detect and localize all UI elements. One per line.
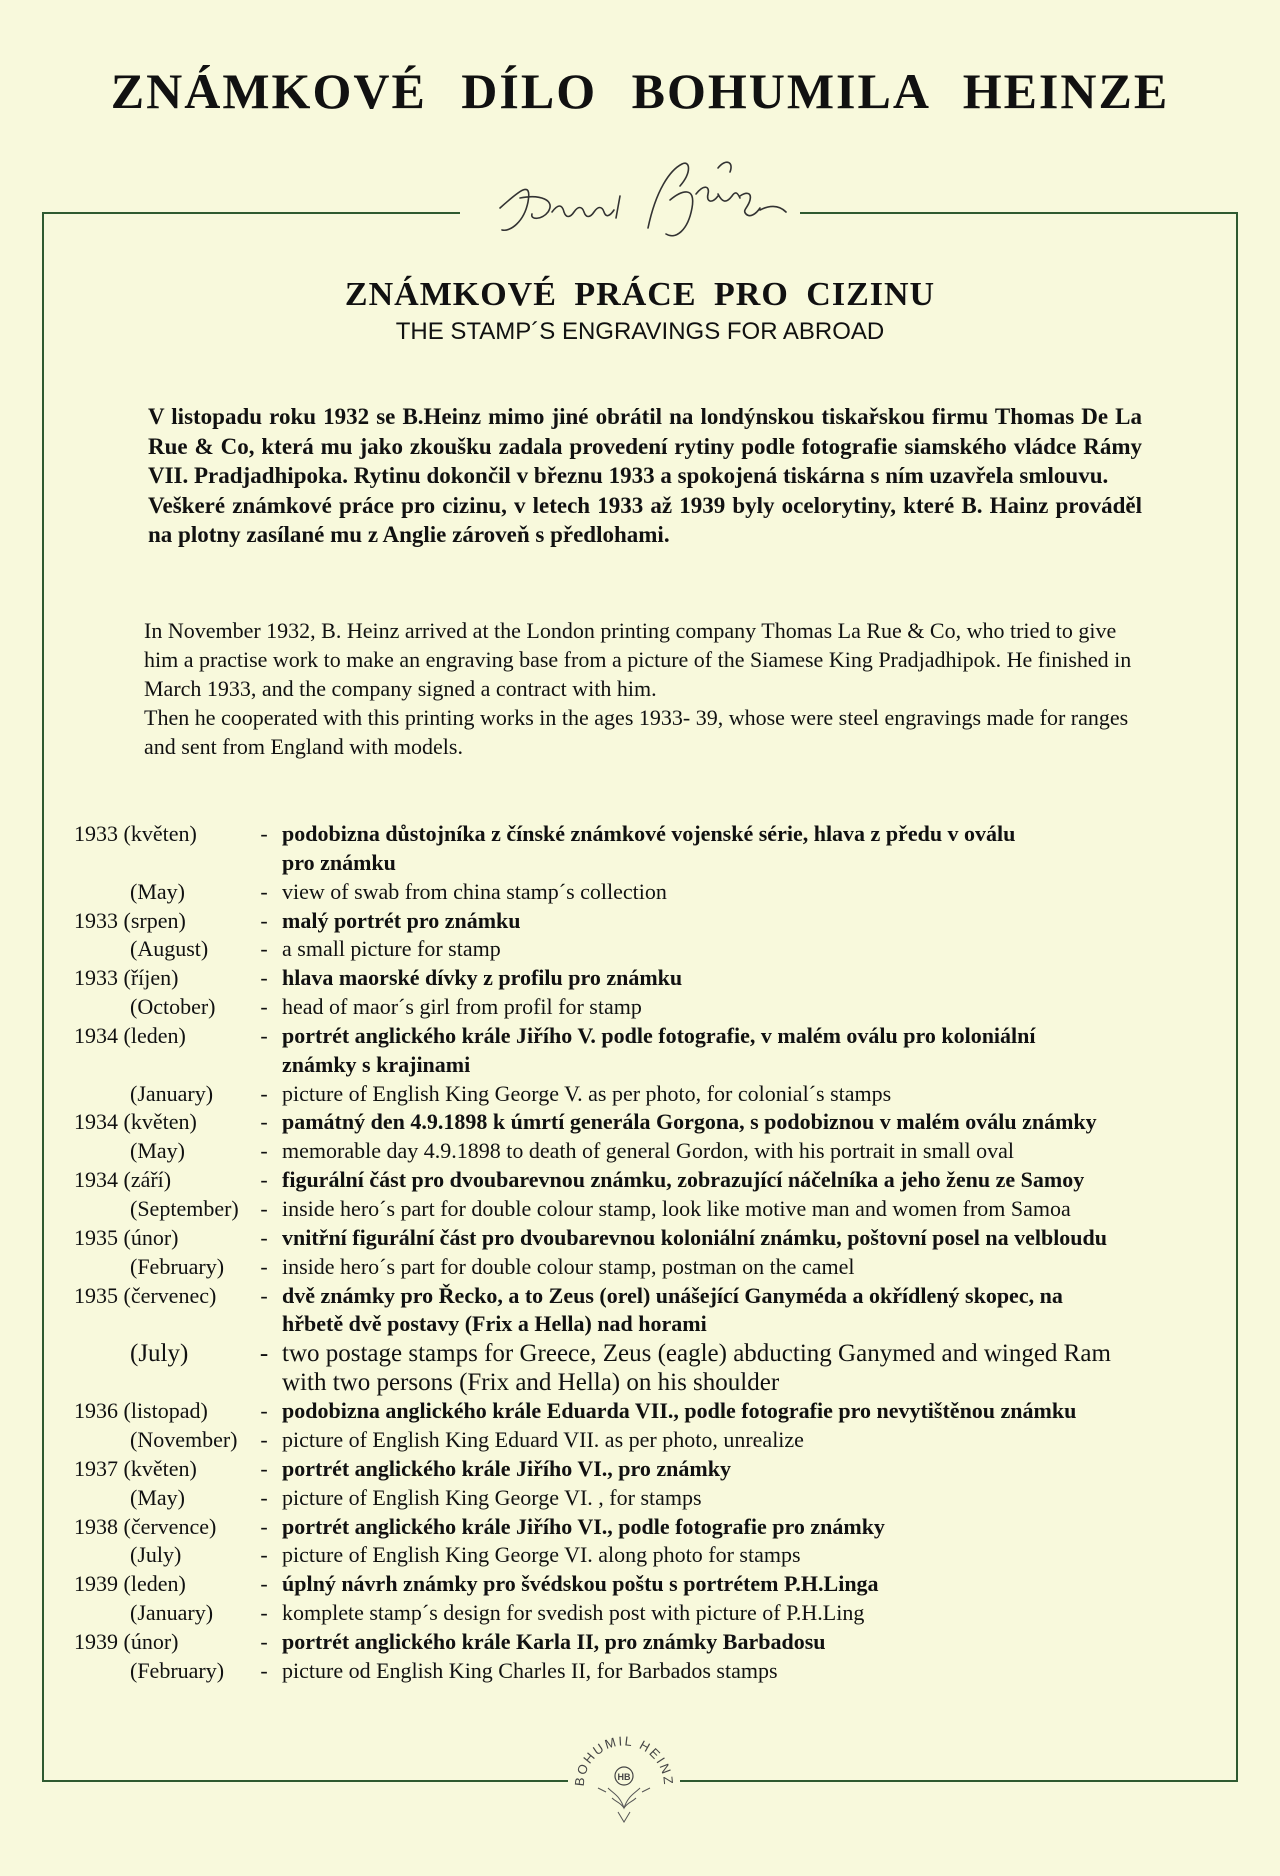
entry-date: (August)	[130, 936, 209, 962]
entry-date: (September)	[130, 1195, 239, 1221]
entry-date: 1936 (listopad)	[74, 1398, 208, 1424]
entry-separator: -	[260, 1253, 268, 1279]
entry-description-continued: známky s krajinami	[282, 1051, 471, 1077]
entry-line-czech	[74, 1628, 1234, 1657]
entry-date: (July)	[130, 1340, 189, 1368]
entry-date: (February)	[130, 1253, 225, 1279]
timeline-entry	[74, 1570, 1234, 1628]
entry-line-english	[74, 1137, 1234, 1166]
entry-description: view of swab from china stamp´s collection	[282, 878, 667, 904]
entry-description: inside hero´s part for double colour stamp, postman on the camel	[282, 1253, 855, 1279]
entry-line-english	[74, 1484, 1234, 1513]
entry-description: malý portrét pro známku	[282, 907, 521, 933]
entry-separator: -	[260, 1600, 268, 1626]
entry-description: portrét anglického krále Jiřího V. podle fotografie, v malém oválu pro koloniální	[282, 1022, 1036, 1048]
entry-line-czech	[74, 1282, 1234, 1311]
entry-description: vnitřní figurální část pro dvoubarevnou koloniální známku, poštovní posel na velbloudu	[282, 1224, 1108, 1250]
timeline-entry	[74, 1022, 1234, 1109]
entry-description-continued: hřbetě dvě postavy (Frix a Hella) nad horami	[282, 1311, 707, 1337]
signature	[460, 150, 800, 255]
entry-separator: -	[260, 878, 268, 904]
intro-en-paragraph: In November 1932, B. Heinz arrived at the London printing company Thomas La Rue & Co, who tried to give him a practise work to make an engraving base from a picture of the Siamese King Pradjadhipok. He finished in March 1933, and the company signed a contract with him.	[144, 618, 1132, 701]
entry-description: komplete stamp´s design for svedish post with picture of P.H.Ling	[282, 1600, 865, 1626]
entry-description: picture of English King George VI. , for stamps	[282, 1484, 702, 1510]
entry-line-czech	[74, 1570, 1234, 1599]
entry-line-english	[74, 993, 1234, 1022]
entry-line-czech	[74, 907, 1234, 936]
entry-date: 1934 (leden)	[74, 1022, 186, 1048]
entry-separator: -	[260, 1455, 268, 1481]
entry-date: 1935 (únor)	[74, 1224, 179, 1250]
entry-description: portrét anglického krále Jiřího VI., pro známky	[282, 1455, 731, 1481]
entry-description: a small picture for stamp	[282, 936, 501, 962]
timeline-entry	[74, 1166, 1234, 1224]
entry-date: (February)	[130, 1657, 225, 1683]
entry-separator: -	[260, 1138, 268, 1164]
entry-separator: -	[260, 1657, 268, 1683]
entry-line-czech	[74, 1224, 1234, 1253]
entry-description: památný den 4.9.1898 k úmrtí generála Gorgona, s podobiznou v malém oválu známky	[282, 1109, 1097, 1135]
entry-separator: -	[260, 1513, 268, 1539]
timeline-entry	[74, 1108, 1234, 1166]
entry-date: 1937 (květen)	[74, 1455, 197, 1481]
entry-line-czech	[74, 964, 1234, 993]
intro-cz-paragraph: V listopadu roku 1932 se B.Heinz mimo jiné obrátil na londýnskou tiskařskou firmu Thomas De La Rue & Co, která mu jako zkoušku zadala provedení rytiny podle fotografie siamského vládce Rámy VII. Pradjadhipoka. Rytinu dokončil v březnu 1933 a spokojená tiskárna s ním uzavřela smlouvu.	[148, 404, 1142, 488]
entry-line-czech	[74, 1455, 1234, 1484]
section-subtitle: THE STAMP´S ENGRAVINGS FOR ABROAD	[395, 318, 885, 345]
timeline-entry	[74, 1397, 1234, 1455]
entry-description: dvě známky pro Řecko, a to Zeus (orel) unášející Ganyméda a okřídlený skopec, na	[282, 1282, 1063, 1308]
entry-separator: -	[260, 1628, 268, 1654]
entry-line-czech	[74, 1108, 1234, 1137]
intro-czech	[148, 402, 1142, 550]
intro-en-paragraph: Then he cooperated with this printing works in the ages 1933- 39, whose were steel engravings made for ranges and sent from England with models.	[144, 705, 1129, 759]
timeline-entry	[74, 1513, 1234, 1571]
entry-line-english	[74, 1599, 1234, 1628]
entry-separator: -	[260, 1224, 268, 1250]
entry-separator: -	[260, 907, 268, 933]
emblem	[568, 1728, 680, 1840]
entry-description: memorable day 4.9.1898 to death of general Gordon, with his portrait in small oval	[282, 1138, 1014, 1164]
entry-date: (May)	[130, 1484, 185, 1510]
entry-date: (January)	[130, 1080, 214, 1106]
entry-separator: -	[260, 965, 268, 991]
entry-line-english	[74, 1339, 1234, 1368]
section-title: ZNÁMKOVÉ PRÁCE PRO CIZINU	[344, 276, 936, 313]
entry-separator: -	[260, 1282, 268, 1308]
entry-description: picture of English King George VI. along photo for stamps	[282, 1542, 801, 1568]
entry-separator: -	[259, 1340, 269, 1368]
intro-english	[144, 616, 1144, 761]
entry-date: 1933 (květen)	[74, 821, 197, 846]
entry-date: (July)	[130, 1542, 182, 1568]
timeline-entry	[74, 1224, 1234, 1282]
entry-date: (January)	[130, 1600, 214, 1626]
entry-description-continued: with two persons (Frix and Hella) on his shoulder	[282, 1369, 780, 1397]
entry-separator: -	[260, 1427, 268, 1453]
entry-separator: -	[260, 1398, 268, 1424]
entry-date: 1939 (leden)	[74, 1571, 186, 1597]
entry-description-continued: pro známku	[282, 849, 396, 875]
entry-description: podobizna důstojníka z čínské známkové vojenské série, hlava z předu v oválu	[282, 821, 1016, 846]
entry-line-english	[74, 878, 1234, 907]
entry-separator: -	[260, 1080, 268, 1106]
entry-date: (November)	[130, 1427, 238, 1453]
timeline-entry	[74, 1282, 1234, 1398]
entry-line-english	[74, 935, 1234, 964]
entry-description: inside hero´s part for double colour stamp, look like motive man and women from Samoa	[282, 1195, 1071, 1221]
intro-cz-paragraph: Veškeré známkové práce pro cizinu, v letech 1933 až 1939 byly ocelorytiny, které B. Hainz prováděl na plotny zasílané mu z Anglie zároveň s předlohami.	[148, 492, 1142, 547]
entry-line-english	[74, 1541, 1234, 1570]
entry-description: figurální část pro dvoubarevnou známku, zobrazující náčelníka a jeho ženu ze Samoy	[282, 1167, 1085, 1193]
timeline-entry	[74, 907, 1234, 965]
entry-line-english	[74, 1080, 1234, 1109]
entry-description: portrét anglického krále Karla II, pro známky Barbadosu	[282, 1628, 826, 1654]
timeline-entry	[74, 1628, 1234, 1686]
entry-description: two postage stamps for Greece, Zeus (eagle) abducting Ganymed and winged Ram	[282, 1340, 1111, 1368]
entry-line-czech	[74, 1513, 1234, 1542]
timeline-entry	[74, 820, 1234, 907]
entry-date: 1934 (květen)	[74, 1109, 197, 1135]
entry-description: portrét anglického krále Jiřího VI., podle fotografie pro známky	[282, 1513, 885, 1539]
entry-separator: -	[260, 936, 268, 962]
entry-separator: -	[260, 1542, 268, 1568]
entry-separator: -	[260, 1167, 268, 1193]
entry-description: picture of English King Eduard VII. as per photo, unrealize	[282, 1427, 804, 1453]
entry-description: úplný návrh známky pro švédskou poštu s portrétem P.H.Linga	[282, 1571, 879, 1597]
entry-date: 1938 (července)	[74, 1513, 217, 1539]
entry-date: 1934 (září)	[74, 1167, 172, 1193]
entry-description: picture od English King Charles II, for Barbados stamps	[282, 1657, 778, 1683]
svg-text:BOHUMIL HEINZ: BOHUMIL HEINZ	[571, 1733, 677, 1787]
entry-line-english	[74, 1253, 1234, 1282]
entry-description: podobizna anglického krále Eduarda VII., podle fotografie pro nevytištěnou známku	[282, 1398, 1077, 1424]
entry-date: (May)	[130, 878, 185, 904]
entry-line-czech	[74, 1397, 1234, 1426]
entry-separator: -	[260, 1195, 268, 1221]
entry-date: 1939 (únor)	[74, 1628, 179, 1654]
entry-date: 1933 (říjen)	[74, 965, 179, 991]
timeline-entry	[74, 964, 1234, 1022]
entry-line-czech	[74, 1166, 1234, 1195]
entry-line-english	[74, 1426, 1234, 1455]
entry-line-english	[74, 1657, 1234, 1686]
svg-text:HB: HB	[617, 1772, 631, 1782]
signature-image	[460, 150, 800, 255]
entry-description: picture of English King George V. as per photo, for colonial´s stamps	[282, 1080, 892, 1106]
entry-line-czech	[74, 1022, 1234, 1051]
entry-line-czech	[74, 820, 1234, 849]
entry-separator: -	[260, 994, 268, 1020]
timeline-entry	[74, 1455, 1234, 1513]
entry-separator: -	[260, 821, 268, 846]
entry-date: (May)	[130, 1138, 185, 1164]
entry-date: (October)	[130, 994, 216, 1020]
entry-separator: -	[260, 1022, 268, 1048]
entry-separator: -	[260, 1109, 268, 1135]
entry-date: 1933 (srpen)	[74, 907, 186, 933]
entry-description: hlava maorské dívky z profilu pro známku	[282, 965, 683, 991]
entry-separator: -	[260, 1484, 268, 1510]
timeline-list	[74, 820, 1234, 1686]
emblem-logo	[568, 1728, 680, 1840]
entry-description: head of maor´s girl from profil for stamp	[282, 994, 642, 1020]
entry-line-english	[74, 1195, 1234, 1224]
entry-separator: -	[260, 1571, 268, 1597]
entry-date: 1935 (červenec)	[74, 1282, 217, 1308]
page-title: ZNÁMKOVÉ DÍLO BOHUMILA HEINZE	[110, 63, 1170, 119]
